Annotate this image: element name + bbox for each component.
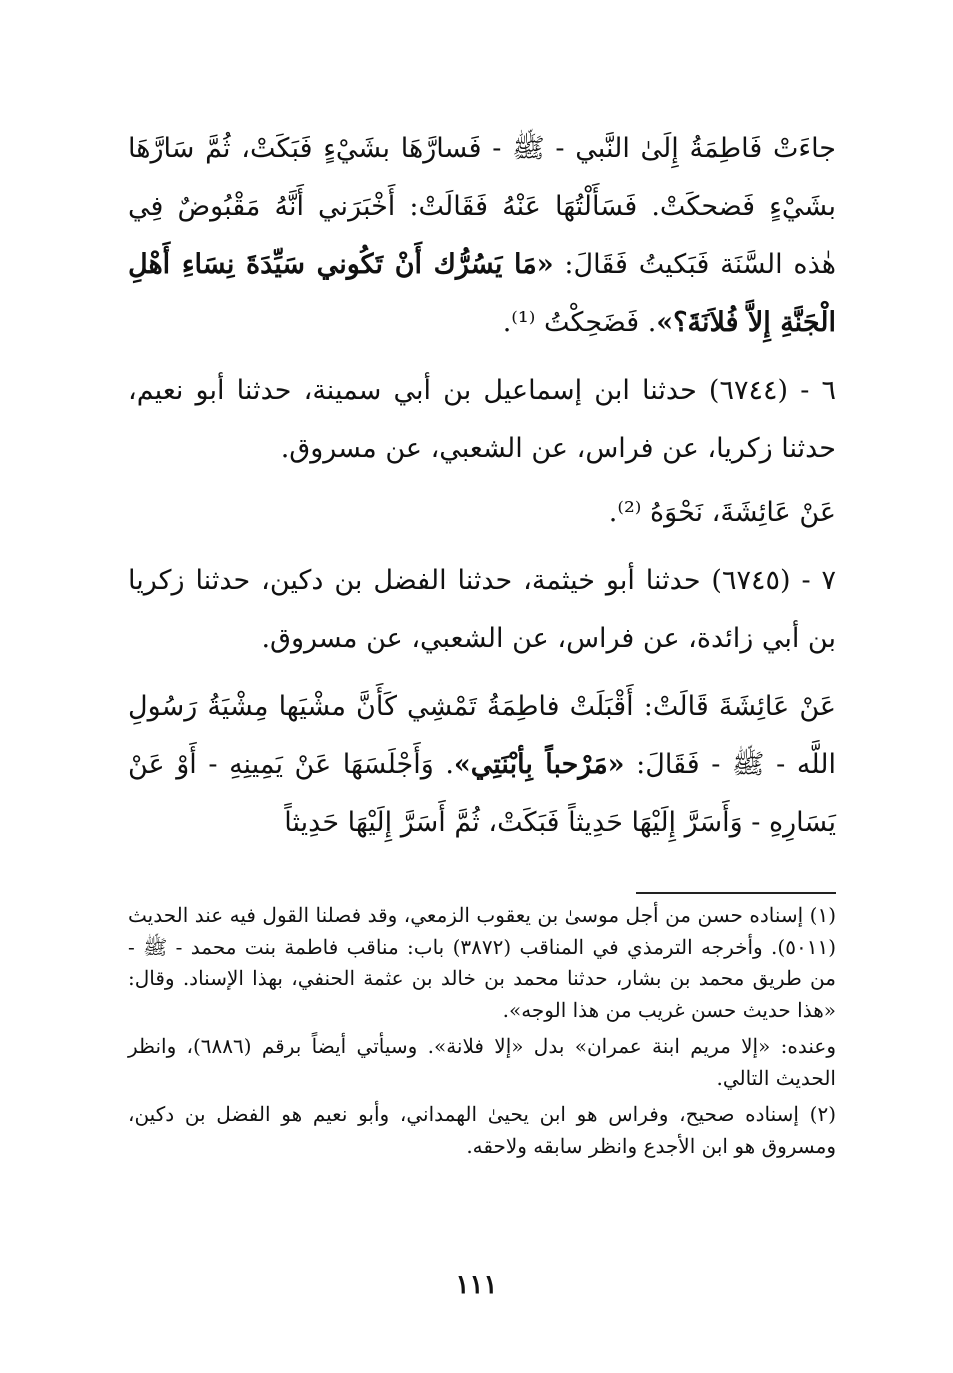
footnote-1-continued: وعنده: «إلا مريم ابنة عمران» بدل «إلا فلانة». وسيأتي أيضاً برقم (٦٨٨٦)، وانظر الحديث التالي.: [128, 1034, 837, 1090]
hadith-paragraph-1: [128, 120, 836, 352]
footnote-divider: [636, 892, 836, 894]
hadith-text-end: . وَأَجْلَسَهَا عَنْ يَمِينِهِ - أَوْ عَنْ يَسَارِهِ - وَأَسَرَّ إِلَيْهَا حَدِيثاً فَبَكَتْ، ثُمَّ أَسَرَّ إِلَيْهَا حَدِيثاً: [128, 749, 836, 838]
footnotes: [128, 900, 836, 1167]
footnote-1: (١) إسناده حسن من أجل موسىٰ بن يعقوب الزمعي، وقد فصلنا القول فيه عند الحديث (٥٠١١). وأخرجه الترمذي في المناقب (٣٨٧٢) باب: مناقب فاطمة بنت محمد - ﷺ - من طريق محمد بن بشار، حدثنا محمد بن خالد بن عثمة الحنفي، بهذا الإسناد. وقال: «هذا حديث حسن غريب من هذا الوجه».: [128, 903, 836, 1022]
prophet-quote: «مَا يَسُرُّك أَنْ تَكُوني سَيِّدَةَ نِسَاءِ أَهْلِ الْجَنَّةِ إِلاَّ فُلاَنَةَ؟»: [128, 249, 836, 338]
narration-aisha-1: عَنْ عَائِشَةَ، نَحْوَهُ ⁽²⁾.: [608, 497, 836, 528]
hadith-text-end: . فَضَحِكْتُ ⁽¹⁾.: [502, 307, 657, 338]
hadith-text: جاءَتْ فَاطِمَةُ إِلَىٰ النَّبي - ﷺ - فَسارَّهَا بشَيْءٍ فَبَكَتْ، ثُمَّ سَارَّهَا بشَيْءٍ فَضحكَتْ. فَسَأَلْتُهَا عَنْهُ فَقَالَتْ: أَخْبَرَني أَنَّهُ مَقْبُوضٌ فِي هٰذه السَّنَة فَبَكيتُ فَقَالَ:: [128, 133, 836, 280]
main-text: [128, 120, 836, 858]
footnote-2: (٢) إسناده صحيح، وفراس هو ابن يحيىٰ الهمداني، وأبو نعيم هو الفضل بن دكين، ومسروق هو ابن الأجدع وانظر سابقه ولاحقه.: [128, 1102, 836, 1158]
page-number: ١١١: [455, 1270, 498, 1300]
hadith-text: عَنْ عَائِشَةَ قَالَتْ: أَقْبَلَتْ فاطِمَةُ تَمْشِي كَأَنَّ مشْيَها مِشْيَةُ رَسُولِ اللَّه - ﷺ - فَقَالَ:: [128, 691, 836, 780]
isnad-paragraph-6745: ٧ - (٦٧٤٥) حدثنا أبو خيثمة، حدثنا الفضل بن دكين، حدثنا زكريا بن أبي زائدة، عن فراس، عن الشعبي، عن مسروق.: [128, 565, 836, 654]
prophet-quote: «مَرْحباً بِأبْنَتِي»: [453, 749, 625, 780]
hadith-paragraph-2: [128, 678, 836, 852]
isnad-paragraph-6744: ٦ - (٦٧٤٤) حدثنا ابن إسماعيل بن أبي سمينة، حدثنا أبو نعيم، حدثنا زكريا، عن فراس، عن الشعبي، عن مسروق.: [128, 375, 837, 464]
